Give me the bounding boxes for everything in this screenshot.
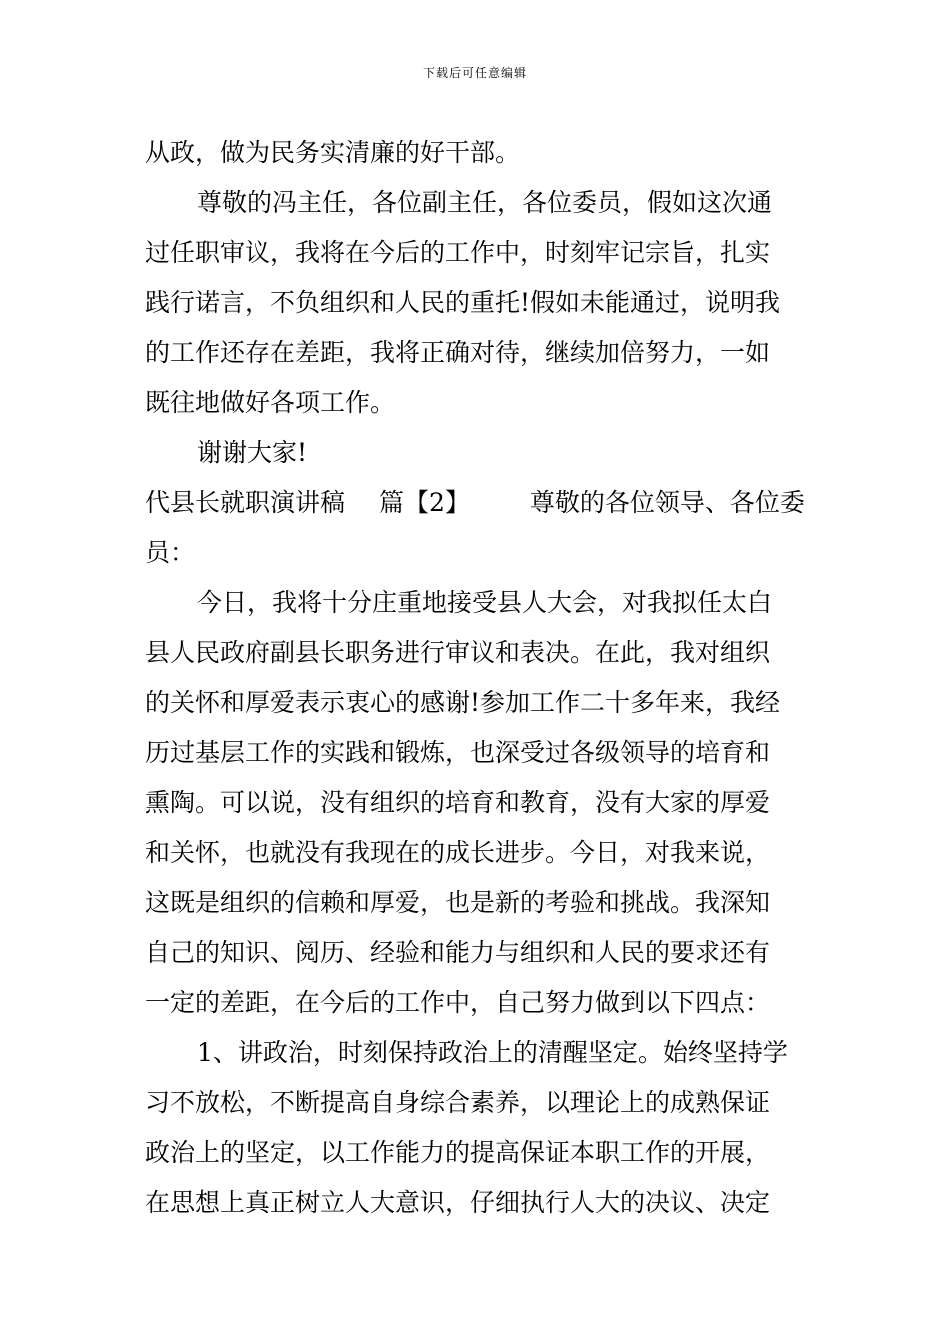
paragraph-line: 从政，做为民务实清廉的好干部。: [145, 138, 521, 167]
paragraph-line: 和关怀，也就没有我现在的成长进步。今日，对我来说，: [145, 838, 771, 867]
paragraph-line: 历过基层工作的实践和锻炼，也深受过各级领导的培育和: [145, 738, 771, 767]
section-part: 篇【2】: [379, 488, 470, 517]
paragraph-line: 既往地做好各项工作。: [145, 388, 396, 417]
document-body: [145, 128, 810, 1228]
paragraph-line: 自己的知识、阅历、经验和能力与组织和人民的要求还有: [145, 938, 771, 967]
paragraph-line: 这既是组织的信赖和厚爱，也是新的考验和挑战。我深知: [145, 888, 771, 917]
paragraph-line: 习不放松，不断提高自身综合素养，以理论上的成熟保证: [145, 1088, 771, 1117]
paragraph-line: 1、讲政治，时刻保持政治上的清醒坚定。始终坚持学: [197, 1038, 788, 1067]
paragraph-line: 一定的差距，在今后的工作中，自己努力做到以下四点：: [145, 988, 771, 1017]
paragraph-line: 的关怀和厚爱表示衷心的感谢!参加工作二十多年来，我经: [145, 688, 781, 717]
paragraph-line: 政治上的坚定，以工作能力的提高保证本职工作的开展，: [145, 1138, 771, 1167]
paragraph-line: 在思想上真正树立人大意识，仔细执行人大的决议、决定: [145, 1188, 771, 1217]
paragraph-line: 员：: [145, 538, 196, 567]
paragraph-line: 今日，我将十分庄重地接受县人大会，对我拟任太白: [197, 588, 773, 617]
section-title: 代县长就职演讲稿: [145, 488, 346, 517]
section-heading-line: [145, 478, 810, 528]
paragraph-line: 过任职审议，我将在今后的工作中，时刻牢记宗旨，扎实: [145, 238, 771, 267]
page-header: 下载后可任意编辑: [422, 66, 527, 80]
paragraph-line: 县人民政府副县长职务进行审议和表决。在此，我对组织: [145, 638, 771, 667]
paragraph-line: 谢谢大家!: [197, 438, 308, 467]
paragraph-line: 熏陶。可以说，没有组织的培育和教育，没有大家的厚爱: [145, 788, 771, 817]
paragraph-line: 践行诺言，不负组织和人民的重托!假如未能通过，说明我: [145, 288, 781, 317]
salutation: 尊敬的各位领导、各位委: [529, 488, 805, 517]
paragraph-line: 尊敬的冯主任，各位副主任，各位委员，假如这次通: [197, 188, 773, 217]
paragraph-line: 的工作还存在差距，我将正确对待，继续加倍努力，一如: [145, 338, 771, 367]
